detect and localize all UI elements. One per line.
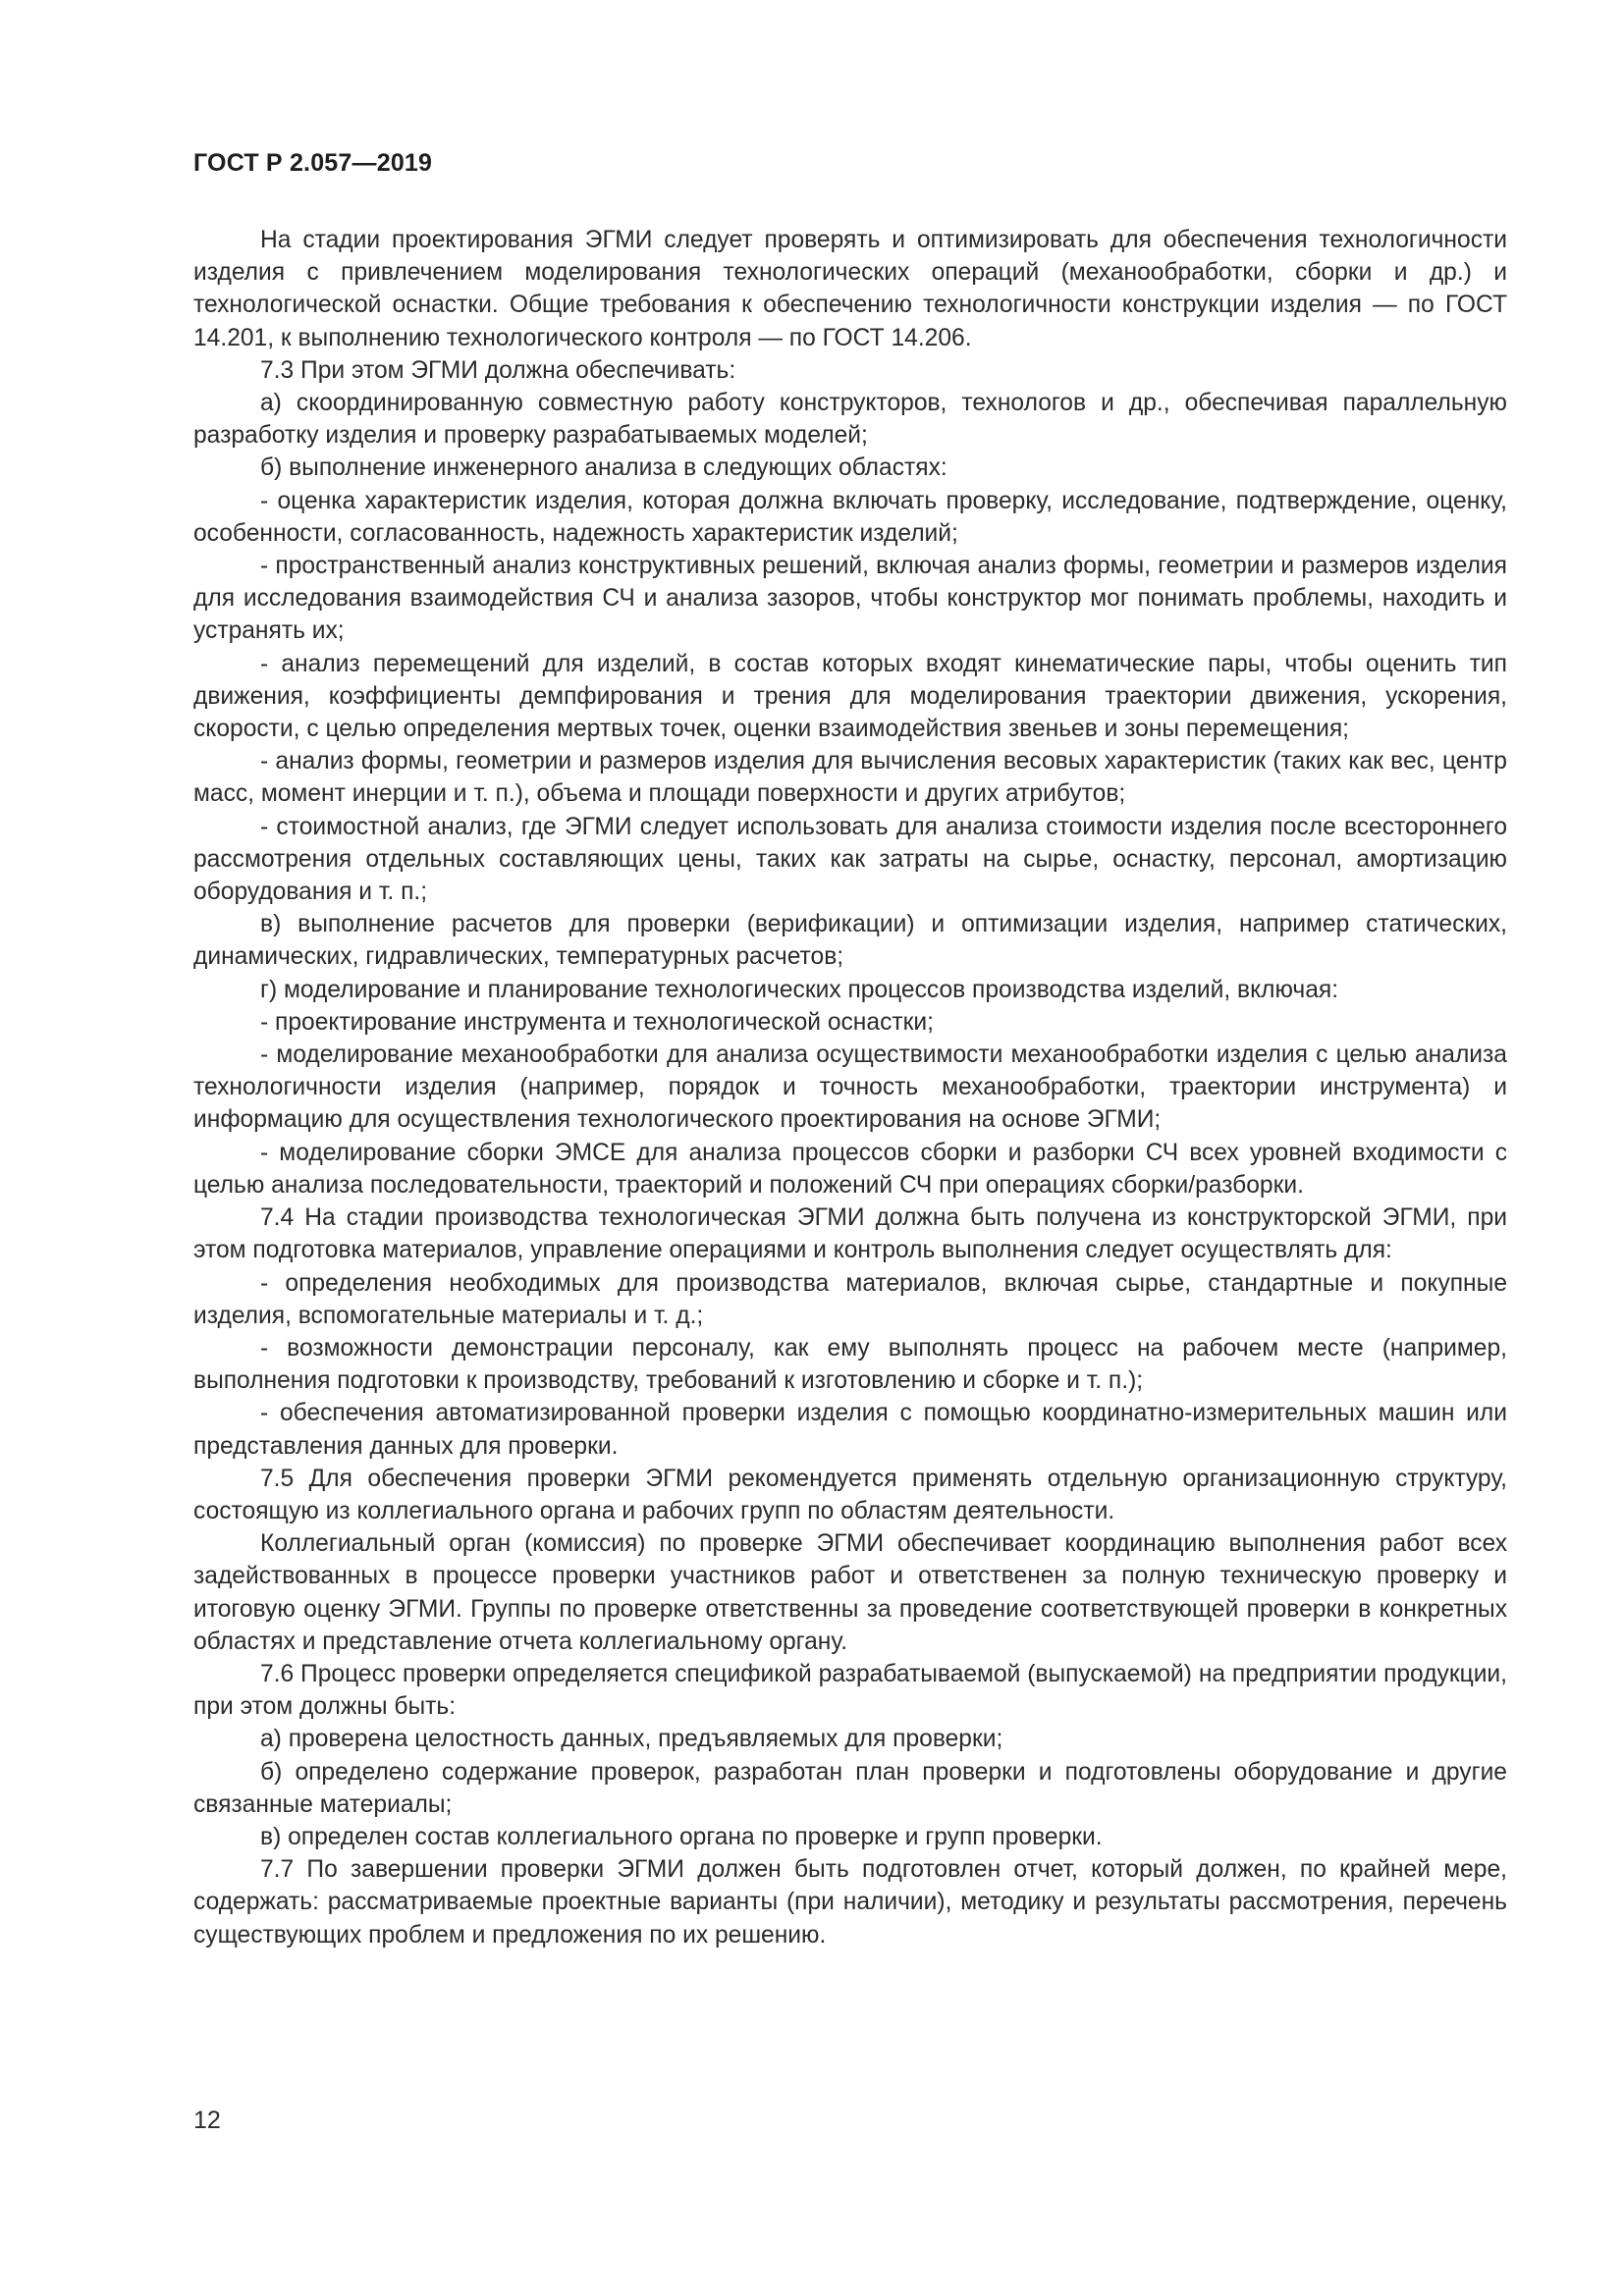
paragraph: 7.4 На стадии производства технологическая ЭГМИ должна быть получена из конструкторской ЭГМИ, при этом подготовка материалов, управление операциями и контроль выполнения следует осуществлять для: xyxy=(193,1204,1507,1264)
paragraph: 7.5 Для обеспечения проверки ЭГМИ рекомендуется применять отдельную организационную структуру, состоящую из коллегиального органа и рабочих групп по областям деятельности. xyxy=(193,1465,1507,1524)
document-header: ГОСТ Р 2.057—2019 xyxy=(193,149,433,177)
paragraph: 7.3 При этом ЭГМИ должна обеспечивать: xyxy=(260,356,736,384)
paragraph: - обеспечения автоматизированной проверки изделия с помощью координатно-измерительных машин или представления данных для проверки. xyxy=(193,1400,1507,1460)
paragraph: а) скоординированную совместную работу конструкторов, технологов и др., обеспечивая параллельную разработку изделия и проверку разрабатываемых моделей; xyxy=(193,390,1507,450)
paragraph: - стоимостной анализ, где ЭГМИ следует использовать для анализа стоимости изделия после всестороннего рассмотрения отдельных составляющих цены, таких как затраты на сырье, оснастку, персонал, амортизацию оборудования и т. п.; xyxy=(193,813,1507,906)
paragraph: Коллегиальный орган (комиссия) по проверке ЭГМИ обеспечивает координацию выполнения работ всех задействованных в процессе проверки участников работ и ответственен за полную техническую проверку и итоговую оценку ЭГМИ. Группы по проверке ответственны за проведение соответствующей проверки в конкретных областях и представление отчета коллегиальному органу. xyxy=(193,1530,1507,1655)
paragraph: - анализ перемещений для изделий, в состав которых входят кинематические пары, чтобы оценить тип движения, коэффициенты демпфирования и трения для моделирования траектории движения, ускорения, скорости, с целью определения мертвых точек, оценки взаимодействия звеньев и зоны перемещения; xyxy=(193,650,1507,743)
paragraph: - моделирование механообработки для анализа осуществимости механообработки изделия с целью анализа технологичности изделия (например, порядок и точность механообработки, траектории инструмента) и информацию для осуществления технологического проектирования на основе ЭГМИ; xyxy=(193,1041,1507,1134)
page-number: 12 xyxy=(193,2107,221,2134)
paragraph: 7.7 По завершении проверки ЭГМИ должен быть подготовлен отчет, который должен, по крайней мере, содержать: рассматриваемые проектные варианты (при наличии), методику и результаты рассмотрения, перечень существующих проблем и предложения по их решению. xyxy=(193,1856,1507,1949)
paragraph: а) проверена целостность данных, предъявляемых для проверки; xyxy=(260,1726,1003,1753)
paragraph: - анализ формы, геометрии и размеров изделия для вычисления весовых характеристик (таких как вес, центр масс, момент инерции и т. п.), объема и площади поверхности и других атрибутов; xyxy=(193,748,1507,808)
paragraph: б) определено содержание проверок, разработан план проверки и подготовлены оборудование и другие связанные материалы; xyxy=(193,1758,1507,1818)
paragraph: г) моделирование и планирование технологических процессов производства изделий, включая: xyxy=(260,976,1339,1003)
paragraph: - оценка характеристик изделия, которая должна включать проверку, исследование, подтверждение, оценку, особенности, согласованность, надежность характеристик изделий; xyxy=(193,487,1507,547)
paragraph: б) выполнение инженерного анализа в следующих областях: xyxy=(260,454,947,482)
paragraph: в) выполнение расчетов для проверки (верификации) и оптимизации изделия, например статических, динамических, гидравлических, температурных расчетов; xyxy=(193,911,1507,971)
paragraph: 7.6 Процесс проверки определяется спецификой разрабатываемой (выпускаемой) на предприятии продукции, при этом должны быть: xyxy=(193,1660,1507,1721)
paragraph: в) определен состав коллегиального органа по проверке и групп проверки. xyxy=(260,1823,1103,1850)
document-body xyxy=(193,224,1507,1951)
paragraph: - определения необходимых для производства материалов, включая сырье, стандартные и покупные изделия, вспомогательные материалы и т. д.; xyxy=(193,1269,1507,1329)
paragraph: - моделирование сборки ЭМСЕ для анализа процессов сборки и разборки СЧ всех уровней входимости с целью анализа последовательности, траекторий и положений СЧ при операциях сборки/разборки. xyxy=(193,1139,1507,1199)
paragraph: - проектирование инструмента и технологической оснастки; xyxy=(260,1008,934,1036)
paragraph: - пространственный анализ конструктивных решений, включая анализ формы, геометрии и размеров изделия для исследования взаимодействия СЧ и анализа зазоров, чтобы конструктор мог понимать проблемы, находить и устранять их; xyxy=(193,553,1507,645)
paragraph: - возможности демонстрации персоналу, как ему выполнять процесс на рабочем месте (например, выполнения подготовки к производству, требований к изготовлению и сборке и т. п.); xyxy=(193,1334,1507,1395)
paragraph: На стадии проектирования ЭГМИ следует проверять и оптимизировать для обеспечения технологичности изделия с привлечением моделирования технологических операций (механообработки, сборки и др.) и технологической оснастки. Общие требования к обеспечению технологичности конструкции изделия — по ГОСТ 14.201, к выполнению технологического контроля — по ГОСТ 14.206. xyxy=(193,227,1507,351)
